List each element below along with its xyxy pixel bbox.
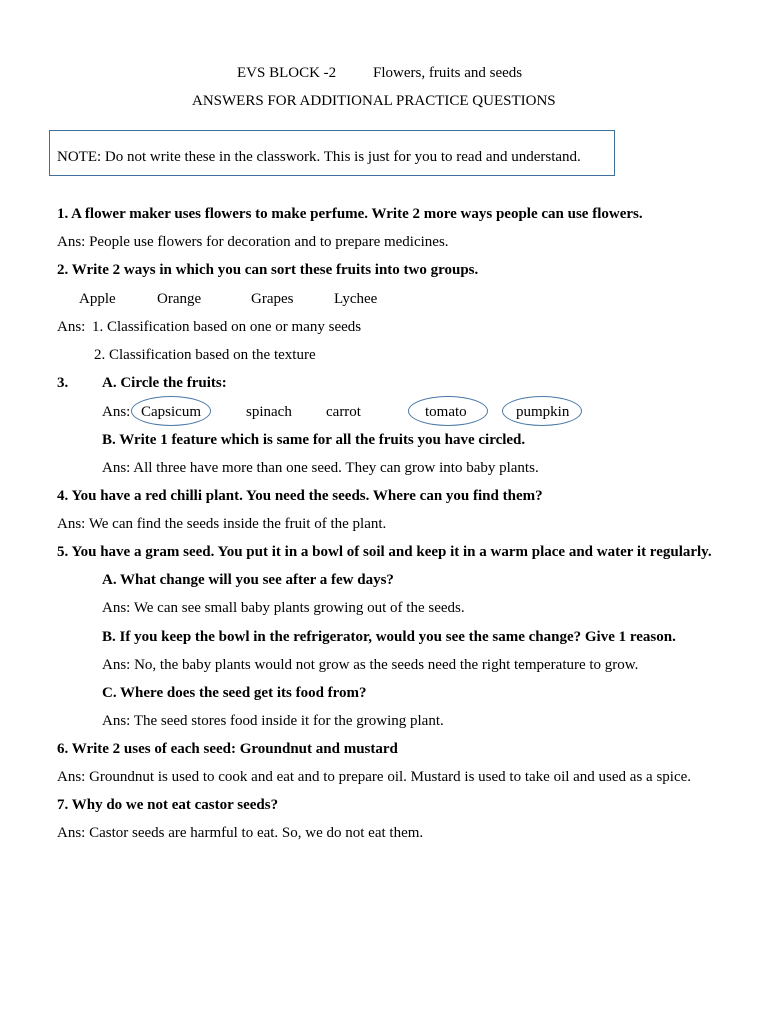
answer-3-part-b: Ans: All three have more than one seed. They can grow into baby plants.	[102, 460, 539, 476]
answer-7: Ans: Castor seeds are harmful to eat. So, we do not eat them.	[57, 825, 424, 841]
block-title: EVS BLOCK -2	[237, 65, 337, 81]
answer-5-part-a: Ans: We can see small baby plants growing out of the seeds.	[102, 600, 465, 616]
note-text: NOTE: Do not write these in the classwork. This is just for you to read and understand.	[57, 149, 581, 165]
question-5-part-a: A. What change will you see after a few days?	[102, 572, 394, 588]
answer-2-item-1: 1. Classification based on one or many seeds	[92, 319, 362, 335]
answer-1: Ans: People use flowers for decoration and to prepare medicines.	[57, 234, 449, 250]
answer-6: Ans: Groundnut is used to cook and eat and to prepare oil. Mustard is used to take oil and used as a spice.	[57, 769, 692, 785]
option-capsicum: Capsicum	[141, 404, 201, 420]
answer-4: Ans: We can find the seeds inside the fruit of the plant.	[57, 516, 387, 532]
fruit-lychee: Lychee	[334, 291, 378, 307]
option-spinach: spinach	[246, 404, 292, 420]
question-3-number: 3.	[57, 375, 69, 391]
question-3-part-b: B. Write 1 feature which is same for all the fruits you have circled.	[102, 432, 526, 448]
question-5-part-b: B. If you keep the bowl in the refrigerator, would you see the same change? Give 1 reason.	[102, 629, 676, 645]
fruit-apple: Apple	[79, 291, 116, 307]
question-2: 2. Write 2 ways in which you can sort these fruits into two groups.	[57, 262, 479, 278]
fruit-orange: Orange	[157, 291, 202, 307]
question-3-part-a: A. Circle the fruits:	[102, 375, 227, 391]
page-subtitle: ANSWERS FOR ADDITIONAL PRACTICE QUESTIONS	[192, 93, 556, 109]
answer-5-part-b: Ans: No, the baby plants would not grow as the seeds need the right temperature to grow.	[102, 657, 639, 673]
question-6: 6. Write 2 uses of each seed: Groundnut and mustard	[57, 741, 398, 757]
question-7: 7. Why do we not eat castor seeds?	[57, 797, 279, 813]
question-5-part-c: C. Where does the seed get its food from?	[102, 685, 367, 701]
option-pumpkin: pumpkin	[516, 404, 570, 420]
question-1: 1. A flower maker uses flowers to make perfume. Write 2 more ways people can use flowers.	[57, 206, 643, 222]
question-5: 5. You have a gram seed. You put it in a bowl of soil and keep it in a warm place and water it regularly.	[57, 544, 712, 560]
option-tomato: tomato	[425, 404, 467, 420]
answer-2-prefix: Ans:	[57, 319, 86, 335]
answer-5-part-c: Ans: The seed stores food inside it for the growing plant.	[102, 713, 444, 729]
answer-2-item-2: 2. Classification based on the texture	[94, 347, 316, 363]
option-carrot: carrot	[326, 404, 361, 420]
fruit-grapes: Grapes	[251, 291, 294, 307]
note-box	[49, 130, 615, 176]
answer-3-prefix: Ans:	[102, 404, 131, 420]
topic-title: Flowers, fruits and seeds	[373, 65, 523, 81]
question-4: 4. You have a red chilli plant. You need the seeds. Where can you find them?	[57, 488, 543, 504]
